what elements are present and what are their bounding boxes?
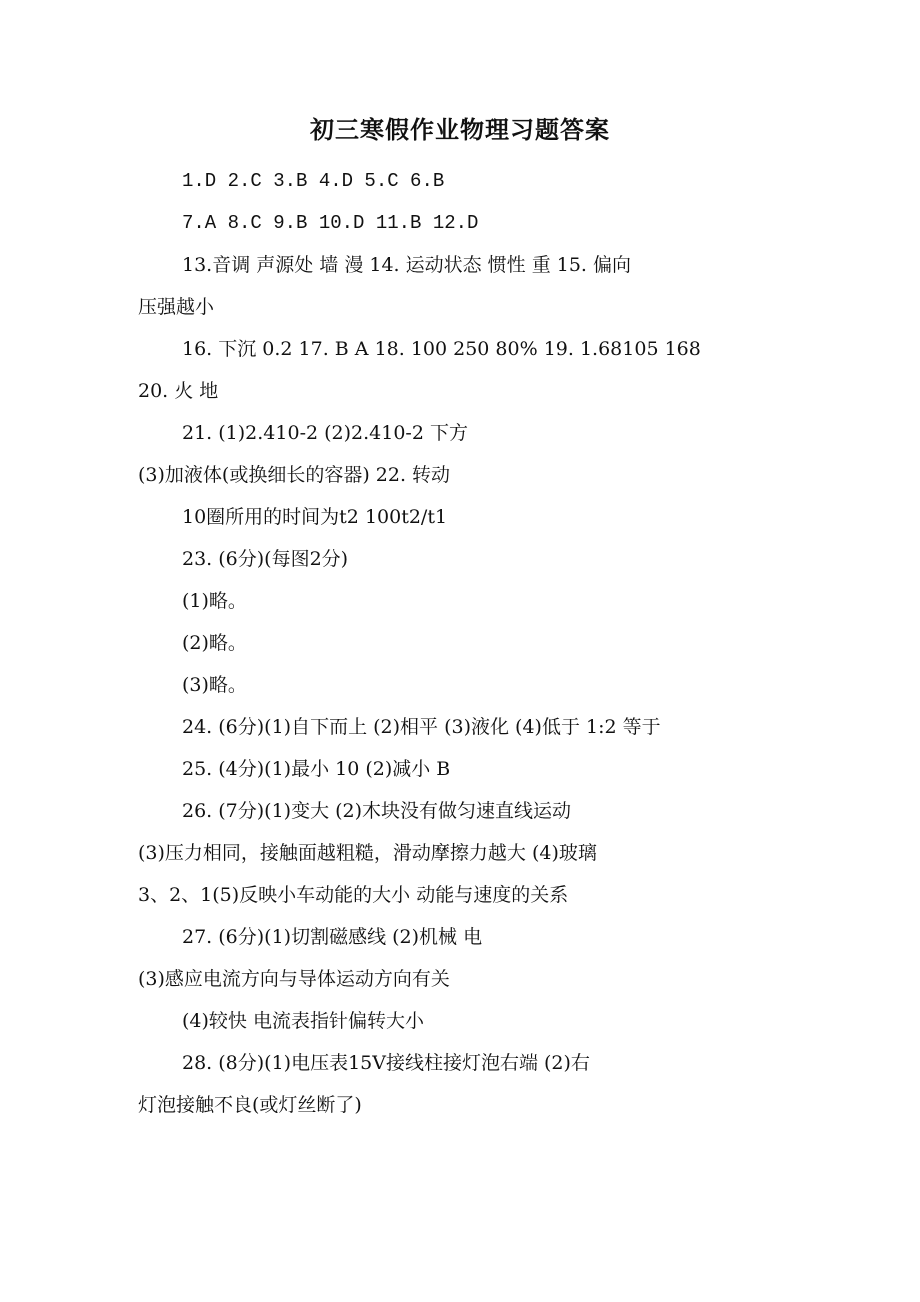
page-title: 初三寒假作业物理习题答案 [310,115,610,144]
answer-line: 3、2、1(5)反映小车动能的大小 动能与速度的关系 [138,884,569,906]
answer-line: 23. (6分)(每图2分) [182,548,349,570]
answer-line: 25. (4分)(1)最小 10 (2)减小 B [182,758,451,780]
answer-line: (1)略。 [182,590,247,612]
answer-list [138,160,778,1126]
answer-line: (4)较快 电流表指针偏转大小 [182,1010,424,1032]
answer-line: 20. 火 地 [138,380,219,402]
answer-line: 16. 下沉 0.2 17. B A 18. 100 250 80% 19. 1.68105 168 [182,338,701,360]
answer-line: (3)略。 [182,674,247,696]
answer-line: 28. (8分)(1)电压表15V接线柱接灯泡右端 (2)右 [182,1052,590,1074]
answer-line: 灯泡接触不良(或灯丝断了) [138,1094,362,1116]
answer-line: 7.A 8.C 9.B 10.D 11.B 12.D [182,212,479,234]
answer-line: 压强越小 [138,296,215,318]
answer-line: (3)感应电流方向与导体运动方向有关 [138,968,450,990]
answer-line: 1.D 2.C 3.B 4.D 5.C 6.B [182,170,445,192]
answer-line: 24. (6分)(1)自下而上 (2)相平 (3)液化 (4)低于 1:2 等于 [182,716,661,738]
answer-line: (3)加液体(或换细长的容器) 22. 转动 [138,464,451,486]
answer-line: 13.音调 声源处 墙 漫 14. 运动状态 惯性 重 15. 偏向 [182,254,632,276]
answer-line: 26. (7分)(1)变大 (2)木块没有做匀速直线运动 [182,800,572,822]
answer-line: 21. (1)2.410-2 (2)2.410-2 下方 [182,422,468,444]
answer-line: 27. (6分)(1)切割磁感线 (2)机械 电 [182,926,483,948]
answer-line: 10圈所用的时间为t2 100t2/t1 [182,506,448,528]
answer-line: (2)略。 [182,632,247,654]
answer-line: (3)压力相同，接触面越粗糙，滑动摩擦力越大 (4)玻璃 [138,842,597,864]
